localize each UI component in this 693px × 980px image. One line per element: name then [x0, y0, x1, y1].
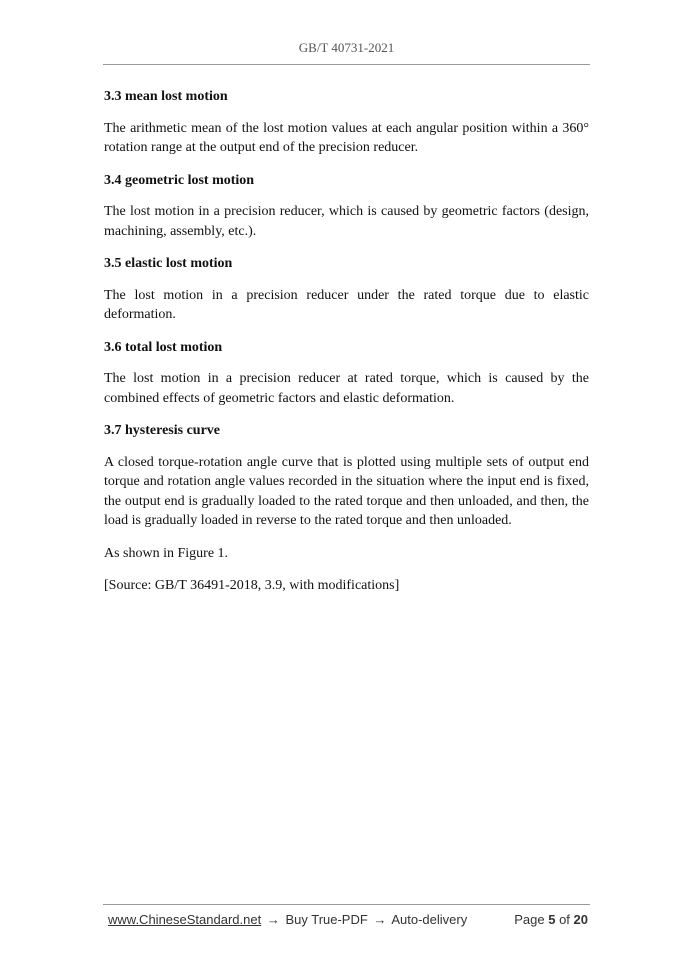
page-label: Page [514, 912, 545, 927]
arrow-right-icon: → [373, 912, 387, 927]
page-footer [108, 912, 588, 927]
section-3-6 [104, 338, 589, 409]
section-heading: 3.5 elastic lost motion [104, 256, 233, 271]
document-id: GB/T 40731-2021 [298, 40, 395, 55]
buy-pdf-link[interactable]: Buy True-PDF [285, 912, 368, 927]
footer-divider [103, 904, 590, 905]
section-3-3 [104, 87, 589, 158]
page-header [0, 40, 693, 56]
section-paragraph: A closed torque-rotation angle curve that is plotted using multiple sets of output end torque and rotation angle values recorded in the situation where the input end is fixed, the output end is gradually loaded to the rated torque and then unloaded, and then, the load is gradually loaded in reverse to the rated torque and then unloaded. [104, 454, 589, 528]
section-heading: 3.7 hysteresis curve [104, 423, 220, 438]
page-current: 5 [548, 912, 556, 927]
section-paragraph: The lost motion in a precision reducer under the rated torque due to elastic deformation. [104, 287, 589, 322]
auto-delivery-text: Auto-delivery [391, 912, 468, 927]
section-paragraph: The lost motion in a precision reducer at rated torque, which is caused by the combined effects of geometric factors and elastic deformation. [104, 371, 589, 406]
section-paragraph: The arithmetic mean of the lost motion values at each angular position within a 360° rotation range at the output end of the precision reducer. [104, 120, 589, 155]
source-note: [Source: GB/T 36491-2018, 3.9, with modifications] [104, 578, 400, 593]
section-3-4 [104, 171, 589, 242]
page-of: of [559, 912, 570, 927]
section-3-5 [104, 254, 589, 325]
header-divider [103, 64, 590, 65]
page-total: 20 [573, 912, 588, 927]
section-heading: 3.6 total lost motion [104, 339, 223, 355]
section-heading: 3.4 geometric lost motion [104, 172, 255, 188]
site-link[interactable]: www.ChineseStandard.net [108, 912, 262, 927]
document-body [104, 87, 589, 609]
page-number [514, 912, 588, 927]
section-paragraph: The lost motion in a precision reducer, which is caused by geometric factors (design, machining, assembly, etc.). [104, 204, 589, 239]
figure-reference: As shown in Figure 1. [104, 545, 229, 561]
section-heading: 3.3 mean lost motion [104, 89, 228, 104]
section-3-7 [104, 421, 589, 596]
arrow-right-icon: → [266, 912, 280, 927]
